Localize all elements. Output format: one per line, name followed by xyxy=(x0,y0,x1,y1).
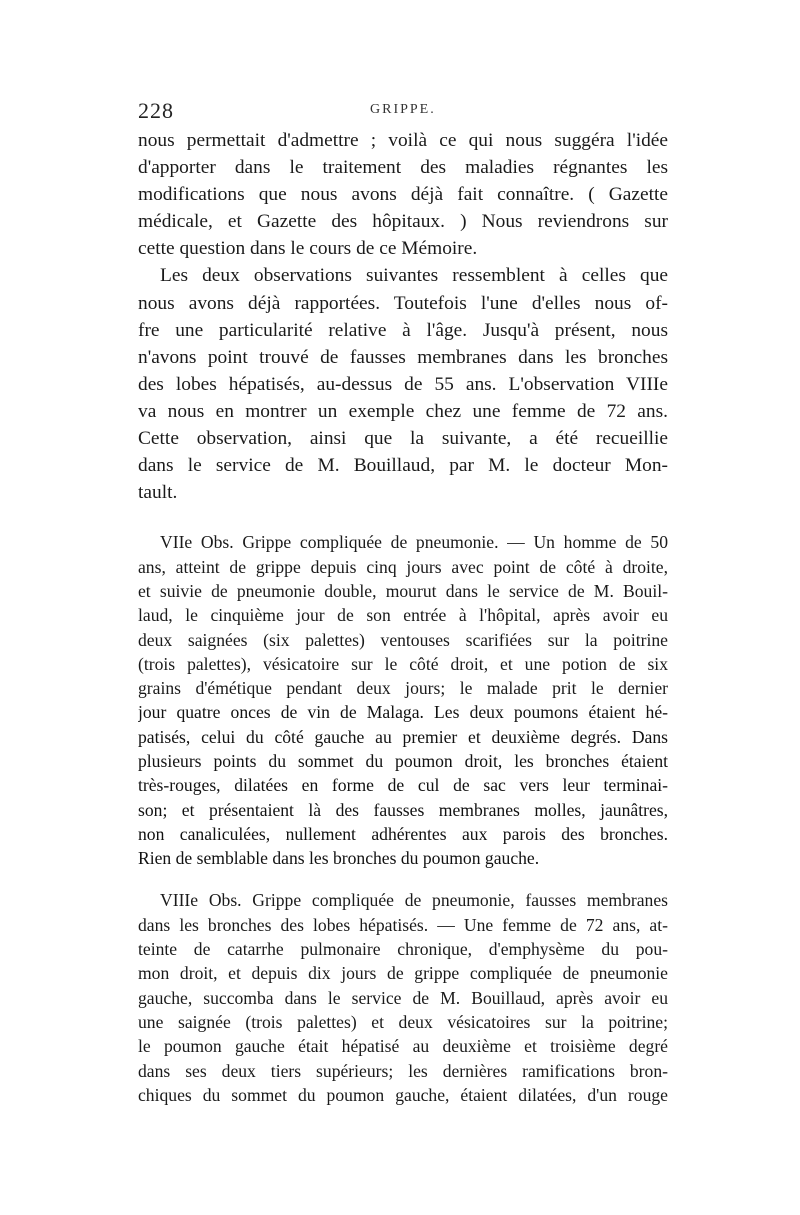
text-line: modifications que nous avons déjà fait connaître. ( Gazette xyxy=(138,184,668,206)
observation-viii xyxy=(138,888,668,1107)
text-line: dans le service de M. Bouillaud, par M. le docteur Mon- xyxy=(138,455,668,477)
text-line: d'apporter dans le traitement des maladies régnantes les xyxy=(138,157,668,179)
text-line: patisés, celui du côté gauche au premier et deuxième degrés. Dans xyxy=(138,726,668,747)
text-line: deux saignées (six palettes) ventouses scarifiées sur la poitrine xyxy=(138,629,668,650)
paragraph-2 xyxy=(138,262,668,506)
page-number: 228 xyxy=(138,98,174,123)
text-line: dans ses deux tiers supérieurs; les dernières ramifications bron- xyxy=(138,1060,668,1081)
text-line: plusieurs points du sommet du poumon droit, les bronches étaient xyxy=(138,750,668,771)
text-line: laud, le cinquième jour de son entrée à l'hôpital, après avoir eu xyxy=(138,605,668,626)
text-line: le poumon gauche était hépatisé au deuxième et troisième degré xyxy=(138,1036,668,1057)
text-line: cette question dans le cours de ce Mémoire. xyxy=(138,238,478,260)
text-line: (trois palettes), vésicatoire sur le côté droit, et une potion de six xyxy=(138,653,668,674)
text-line: tault. xyxy=(138,482,178,504)
text-line: jour quatre onces de vin de Malaga. Les deux poumons étaient hé- xyxy=(138,702,668,723)
text-line: une saignée (trois palettes) et deux vésicatoires sur la poitrine; xyxy=(138,1011,668,1032)
text-block xyxy=(138,127,668,1107)
text-line: chiques du sommet du poumon gauche, étaient dilatées, d'un rouge xyxy=(138,1084,668,1105)
text-line: VIIIe Obs. Grippe compliquée de pneumonie, fausses membranes xyxy=(160,890,668,911)
text-line: et suivie de pneumonie double, mourut dans le service de M. Bouil- xyxy=(138,580,668,601)
text-line: dans les bronches des lobes hépatisés. — Une femme de 72 ans, at- xyxy=(138,914,668,935)
text-line: va nous en montrer un exemple chez une femme de 72 ans. xyxy=(138,400,668,422)
text-line: Les deux observations suivantes ressemblent à celles que xyxy=(160,265,668,287)
text-line: Rien de semblable dans les bronches du poumon gauche. xyxy=(138,848,540,869)
running-head xyxy=(138,98,668,124)
paragraph-1 xyxy=(138,127,668,262)
text-line: gauche, succomba dans le service de M. Bouillaud, après avoir eu xyxy=(138,987,668,1008)
text-line: ans, atteint de grippe depuis cinq jours avec point de côté à droite, xyxy=(138,556,668,577)
text-line: n'avons point trouvé de fausses membranes dans les bronches xyxy=(138,346,668,368)
text-line: teinte de catarrhe pulmonaire chronique, d'emphysème du pou- xyxy=(138,939,668,960)
text-line: fre une particularité relative à l'âge. Jusqu'à présent, nous xyxy=(138,319,668,341)
text-line: VIIe Obs. Grippe compliquée de pneumonie. — Un homme de 50 xyxy=(160,532,668,553)
text-line: des lobes hépatisés, au-dessus de 55 ans. L'observation VIIIe xyxy=(138,373,668,395)
text-line: médicale, et Gazette des hôpitaux. ) Nous reviendrons sur xyxy=(138,211,668,233)
text-line: mon droit, et depuis dix jours de grippe compliquée de pneumonie xyxy=(138,963,668,984)
text-line: son; et présentaient là des fausses membranes molles, jaunâtres, xyxy=(138,799,668,820)
text-line: Cette observation, ainsi que la suivante, a été recueillie xyxy=(138,428,668,450)
text-line: très-rouges, dilatées en forme de cul de sac vers leur terminai- xyxy=(138,775,668,796)
observation-vii xyxy=(138,530,668,870)
text-line: non canaliculées, nullement adhérentes aux parois des bronches. xyxy=(138,823,668,844)
text-line: nous permettait d'admettre ; voilà ce qui nous suggéra l'idée xyxy=(138,130,668,151)
text-line: grains d'émétique pendant deux jours; le malade prit le dernier xyxy=(138,678,668,699)
running-title: GRIPPE. xyxy=(370,102,436,117)
text-line: nous avons déjà rapportées. Toutefois l'une d'elles nous of- xyxy=(138,292,668,314)
